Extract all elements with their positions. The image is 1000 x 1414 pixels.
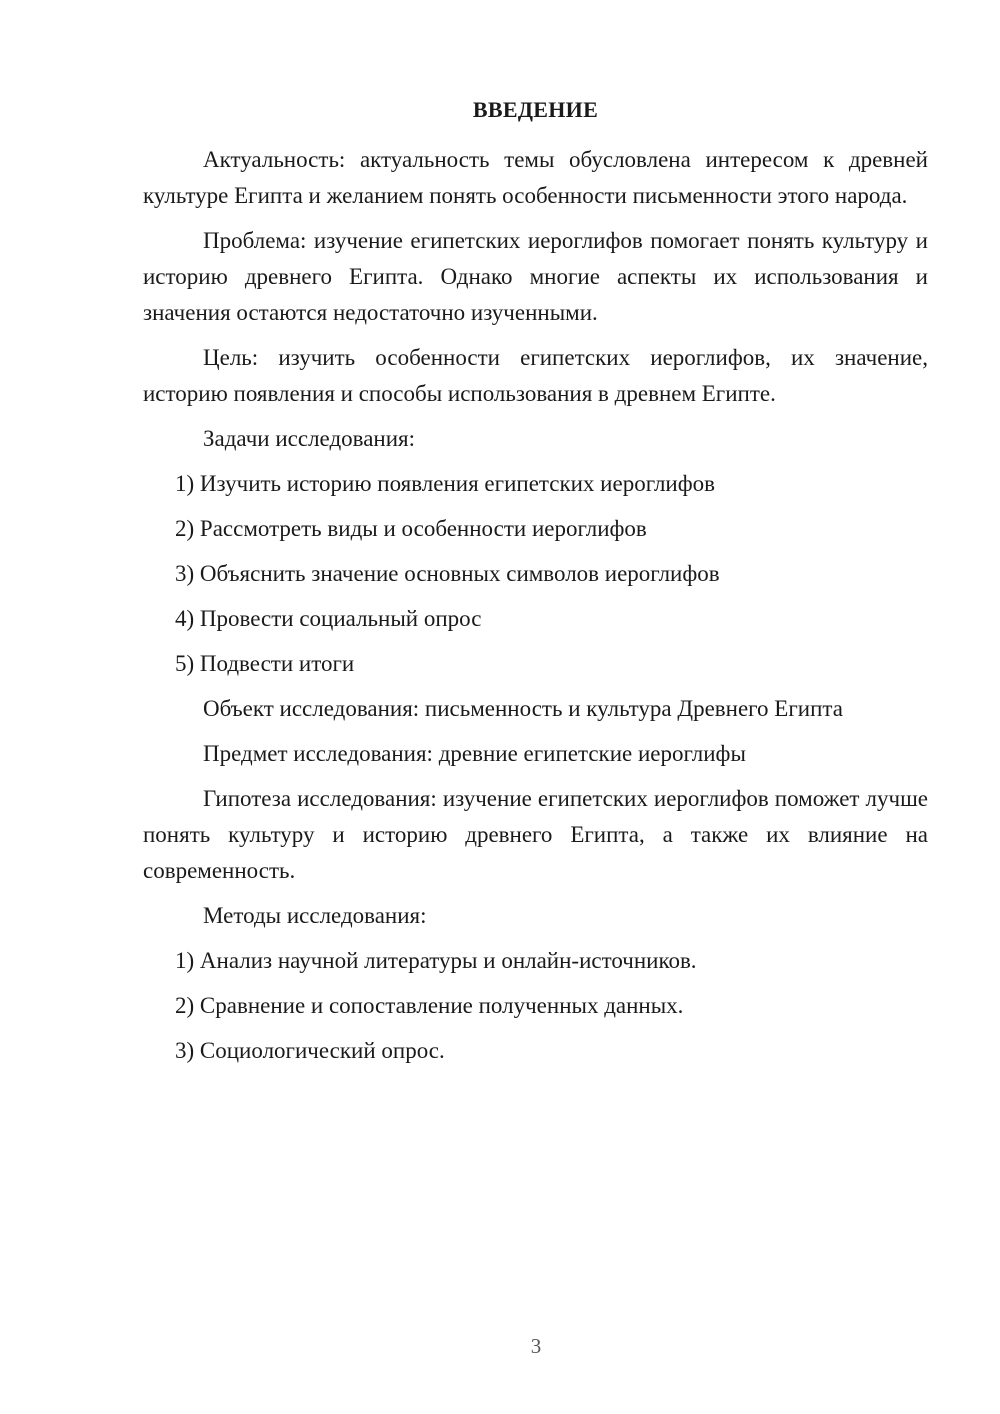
goal-paragraph: Цель: изучить особенности египетских иероглифов, их значение, историю появления и способы использования в древнем Египте. [143, 345, 928, 406]
task-item-5: 5) Подвести итоги [175, 651, 355, 676]
method-item-3: 3) Социологический опрос. [175, 1038, 445, 1063]
task-item-2: 2) Рассмотреть виды и особенности иероглифов [175, 516, 647, 541]
method-item-1: 1) Анализ научной литературы и онлайн-источников. [175, 948, 697, 973]
research-object: Объект исследования: письменность и культура Древнего Египта [203, 696, 843, 721]
problem-paragraph: Проблема: изучение египетских иероглифов помогает понять культуру и историю древнего Египта. Однако многие аспекты их использования и значения остаются недостаточно изученными. [143, 228, 928, 325]
relevance-paragraph: Актуальность: актуальность темы обусловлена интересом к древней культуре Египта и желанием понять особенности письменности этого народа. [143, 147, 928, 208]
research-subject: Предмет исследования: древние египетские иероглифы [203, 741, 746, 766]
task-item-4: 4) Провести социальный опрос [175, 606, 482, 631]
methods-heading: Методы исследования: [203, 903, 427, 928]
method-item-2: 2) Сравнение и сопоставление полученных данных. [175, 993, 684, 1018]
tasks-heading: Задачи исследования: [203, 426, 416, 451]
task-item-1: 1) Изучить историю появления египетских иероглифов [175, 471, 716, 496]
hypothesis-paragraph: Гипотеза исследования: изучение египетских иероглифов поможет лучше понять культуру и историю древнего Египта, а также их влияние на современность. [143, 786, 928, 883]
page-content [143, 94, 928, 1078]
task-item-3: 3) Объяснить значение основных символов иероглифов [175, 561, 720, 586]
page-number: 3 [530, 1334, 542, 1358]
page-title: ВВЕДЕНИЕ [472, 97, 599, 122]
